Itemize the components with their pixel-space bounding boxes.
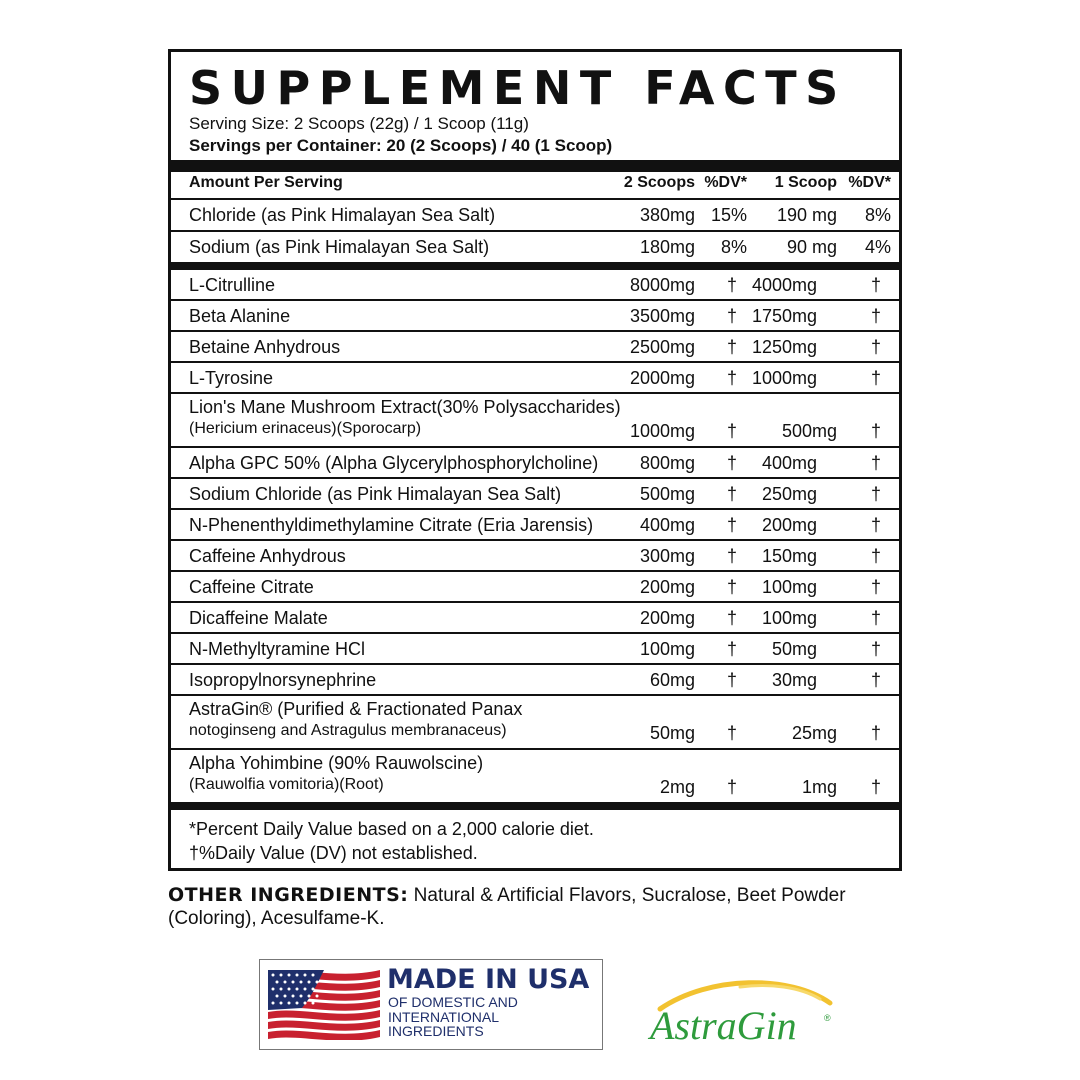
other-ingredients-text: Natural & Artificial Flavors, Sucralose, Beet Powder (Coloring), Acesulfame-K.	[168, 885, 846, 929]
amount-two-scoops: 2000mg	[629, 368, 695, 388]
ingredient-name: Lion's Mane Mushroom Extract(30% Polysaccharides)	[189, 397, 621, 417]
row-divider	[171, 330, 899, 332]
amount-two-scoops: 2mg	[659, 777, 695, 797]
astragin-logo-text: AstraGin	[650, 1003, 797, 1048]
amount-two-scoops: 60mg	[649, 670, 695, 690]
ingredient-subname: (Hericium erinaceus)(Sporocarp)	[189, 420, 422, 437]
amount-one-scoop: 50mg	[771, 639, 817, 659]
made-in-usa-title: MADE IN USA	[387, 964, 590, 995]
row-divider	[171, 361, 899, 363]
amount-one-scoop: 400mg	[761, 453, 817, 473]
dagger-one-scoop: †	[870, 306, 881, 326]
ingredient-name: N-Methyltyramine HCl	[189, 639, 366, 659]
ingredient-name: Isopropylnorsynephrine	[189, 670, 377, 690]
dagger-one-scoop: †	[870, 546, 881, 566]
amount-two-scoops: 200mg	[639, 608, 695, 628]
ingredient-name: L-Citrulline	[189, 275, 276, 295]
dagger-two-scoops: †	[726, 670, 737, 690]
serving-size: Serving Size: 2 Scoops (22g) / 1 Scoop (11g)	[189, 114, 529, 133]
dagger-two-scoops: †	[726, 484, 737, 504]
amount-two-scoops: 1000mg	[629, 421, 695, 441]
dagger-one-scoop: †	[870, 577, 881, 597]
ingredient-name: Sodium (as Pink Himalayan Sea Salt)	[189, 237, 490, 257]
dagger-two-scoops: †	[726, 723, 737, 743]
ingredient-name: L-Tyrosine	[189, 368, 274, 388]
dv-header-1: %DV*	[704, 174, 747, 191]
one-scoop-header: 1 Scoop	[774, 174, 837, 191]
ingredient-name: Betaine Anhydrous	[189, 337, 341, 357]
dagger-one-scoop: †	[870, 421, 881, 441]
made-in-usa-subtitle: OF DOMESTIC AND INTERNATIONAL INGREDIENTS	[388, 994, 518, 1039]
amount-one-scoop: 30mg	[771, 670, 817, 690]
row-divider	[171, 632, 899, 634]
ingredient-name: Caffeine Citrate	[189, 577, 314, 597]
dv-header-2: %DV*	[848, 174, 891, 191]
dagger-footnote: †%Daily Value (DV) not established.	[189, 843, 478, 863]
ingredient-name: Chloride (as Pink Himalayan Sea Salt)	[189, 205, 496, 225]
amount-one-scoop: 25mg	[791, 723, 837, 743]
dagger-one-scoop: †	[870, 515, 881, 535]
row-divider	[171, 663, 899, 665]
ingredient-name: Dicaffeine Malate	[189, 608, 328, 628]
dagger-one-scoop: †	[870, 777, 881, 797]
amount-one-scoop: 4000mg	[751, 275, 817, 295]
amount-one-scoop: 500mg	[781, 421, 837, 441]
dagger-one-scoop: †	[870, 484, 881, 504]
dagger-two-scoops: †	[726, 777, 737, 797]
amount-one-scoop: 90 mg	[786, 237, 837, 257]
dagger-one-scoop: †	[870, 337, 881, 357]
amount-two-scoops: 3500mg	[629, 306, 695, 326]
row-divider	[171, 446, 899, 448]
dagger-two-scoops: †	[726, 546, 737, 566]
american-flag-icon	[268, 970, 380, 1040]
row-divider	[171, 477, 899, 479]
ingredient-subname: (Rauwolfia vomitoria)(Root)	[189, 776, 384, 793]
panel-title: SUPPLEMENT FACTS	[189, 61, 847, 115]
dagger-one-scoop: †	[870, 670, 881, 690]
dagger-one-scoop: †	[870, 608, 881, 628]
dagger-two-scoops: †	[726, 515, 737, 535]
row-divider	[171, 539, 899, 541]
amount-two-scoops: 180mg	[639, 237, 695, 257]
astragin-registered-mark: ®	[824, 1013, 831, 1023]
ingredient-name: N-Phenenthyldimethylamine Citrate (Eria Jarensis)	[189, 515, 594, 535]
dagger-two-scoops: †	[726, 577, 737, 597]
ingredient-name: Beta Alanine	[189, 306, 291, 326]
row-divider	[171, 694, 899, 696]
row-divider	[171, 299, 899, 301]
amount-two-scoops: 100mg	[639, 639, 695, 659]
dagger-two-scoops: †	[726, 639, 737, 659]
two-scoops-header: 2 Scoops	[623, 174, 695, 191]
amount-two-scoops: 50mg	[649, 723, 695, 743]
amount-one-scoop: 150mg	[761, 546, 817, 566]
servings-per-container: Servings per Container: 20 (2 Scoops) / 40 (1 Scoop)	[189, 136, 613, 155]
dv-one-scoop: 8%	[864, 205, 891, 225]
amount-one-scoop: 1mg	[801, 777, 837, 797]
made-in-usa-badge	[259, 959, 603, 1050]
row-divider	[171, 508, 899, 510]
dv-two-scoops: 8%	[720, 237, 747, 257]
ingredient-name: AstraGin® (Purified & Fractionated Panax	[189, 699, 523, 719]
amount-one-scoop: 100mg	[761, 608, 817, 628]
amount-one-scoop: 1750mg	[751, 306, 817, 326]
amount-two-scoops: 380mg	[639, 205, 695, 225]
amount-one-scoop: 100mg	[761, 577, 817, 597]
dagger-two-scoops: †	[726, 421, 737, 441]
row-divider	[171, 392, 899, 394]
dv-two-scoops: 15%	[710, 205, 747, 225]
dagger-two-scoops: †	[726, 306, 737, 326]
dagger-two-scoops: †	[726, 275, 737, 295]
dagger-two-scoops: †	[726, 608, 737, 628]
dagger-one-scoop: †	[870, 275, 881, 295]
ingredient-subname: notoginseng and Astragulus membranaceus)	[189, 722, 507, 739]
thick-divider	[171, 262, 899, 270]
ingredient-name: Caffeine Anhydrous	[189, 546, 346, 566]
astragin-logo	[640, 965, 840, 1055]
thick-divider	[171, 802, 899, 810]
thick-divider	[171, 160, 899, 172]
dv-footnote: *Percent Daily Value based on a 2,000 calorie diet.	[189, 819, 594, 839]
dagger-one-scoop: †	[870, 723, 881, 743]
other-ingredients	[168, 884, 908, 930]
amount-one-scoop: 1000mg	[751, 368, 817, 388]
dagger-one-scoop: †	[870, 453, 881, 473]
amount-two-scoops: 2500mg	[629, 337, 695, 357]
row-divider	[171, 230, 899, 232]
ingredient-name: Sodium Chloride (as Pink Himalayan Sea Salt)	[189, 484, 562, 504]
dv-one-scoop: 4%	[864, 237, 891, 257]
amount-two-scoops: 800mg	[639, 453, 695, 473]
supplement-facts-panel	[168, 49, 902, 871]
amount-one-scoop: 250mg	[761, 484, 817, 504]
amount-per-serving-header: Amount Per Serving	[189, 174, 343, 191]
row-divider	[171, 198, 899, 200]
row-divider	[171, 601, 899, 603]
ingredient-name: Alpha GPC 50% (Alpha Glycerylphosphorylcholine)	[189, 453, 599, 473]
amount-two-scoops: 8000mg	[629, 275, 695, 295]
ingredient-name: Alpha Yohimbine (90% Rauwolscine)	[189, 753, 484, 773]
amount-one-scoop: 200mg	[761, 515, 817, 535]
dagger-two-scoops: †	[726, 337, 737, 357]
amount-one-scoop: 1250mg	[751, 337, 817, 357]
other-ingredients-label: OTHER INGREDIENTS:	[168, 884, 409, 906]
amount-one-scoop: 190 mg	[776, 205, 837, 225]
amount-two-scoops: 400mg	[639, 515, 695, 535]
amount-two-scoops: 200mg	[639, 577, 695, 597]
amount-two-scoops: 500mg	[639, 484, 695, 504]
dagger-one-scoop: †	[870, 639, 881, 659]
amount-two-scoops: 300mg	[639, 546, 695, 566]
dagger-one-scoop: †	[870, 368, 881, 388]
dagger-two-scoops: †	[726, 453, 737, 473]
row-divider	[171, 570, 899, 572]
dagger-two-scoops: †	[726, 368, 737, 388]
row-divider	[171, 748, 899, 750]
